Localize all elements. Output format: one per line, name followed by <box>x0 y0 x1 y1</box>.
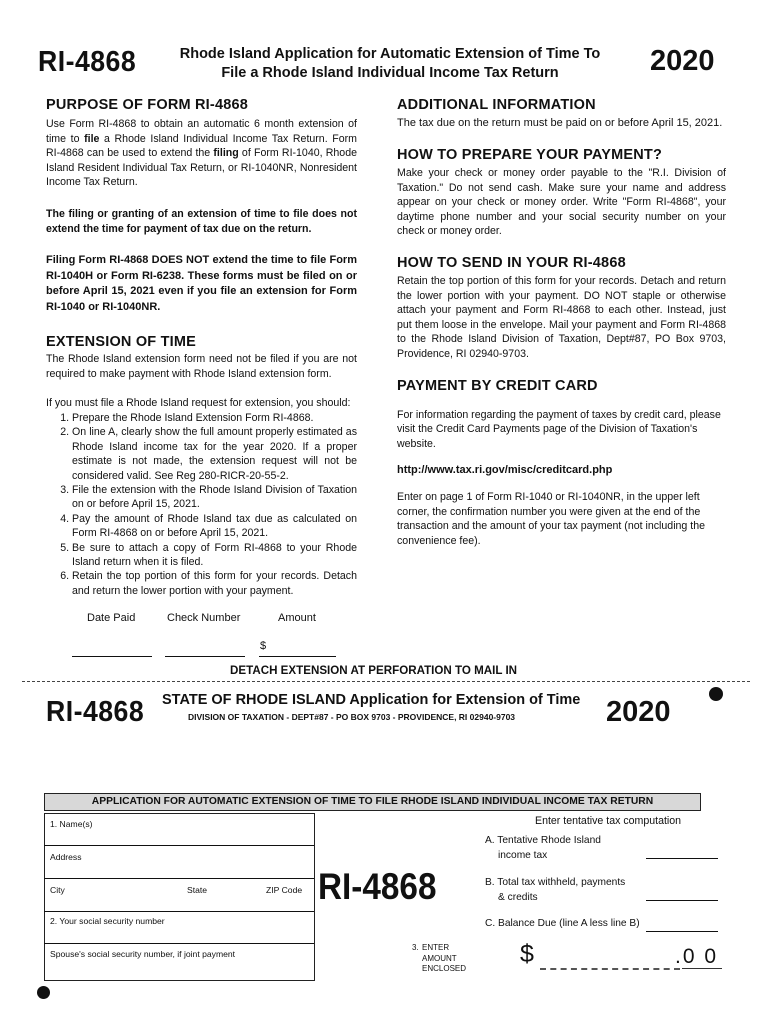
extension-heading: EXTENSION OF TIME <box>46 334 197 351</box>
check-number-label: Check Number <box>167 612 241 624</box>
purpose-heading: PURPOSE OF FORM RI-4868 <box>46 97 248 113</box>
check-number-line[interactable] <box>165 656 245 657</box>
line-3-number: 3. <box>412 943 419 952</box>
amount-enclosed-line[interactable] <box>540 968 680 970</box>
amount-label: Amount <box>278 612 316 624</box>
form-number: RI-4868 <box>38 46 137 78</box>
voucher-big-form-number: RI-4868 <box>318 866 437 907</box>
prepare-paragraph: Make your check or money order payable to the "R.I. Division of Taxation." Do not send cash. Make sure your name and address appear on your check or money order. Write "Form RI-4868", your daytime phone number and your social security number on your check or money order. <box>397 167 726 238</box>
credit-paragraph-1: For information regarding the payment of taxes by credit card, please visit the Credit Card Payments page of the Division of Taxation's website. <box>397 408 721 450</box>
purpose-paragraph-3: Filing Form RI-4868 DOES NOT extend the time to file Form RI-1040H or Form RI-6238. These forms must be filed on or before April 15, 2021 even if you file an extension for Form RI-1040 or RI-1040NR. <box>46 254 357 313</box>
detach-instruction: DETACH EXTENSION AT PERFORATION TO MAIL IN <box>230 664 518 677</box>
registration-dot-top <box>709 687 723 701</box>
send-paragraph: Retain the top portion of this form for your records. Detach and return the lower portion with your payment. DO NOT staple or otherwise attach your payment and Form RI-4868 to each other. Instead, just put them loose in the envelope. Mail your payment and Form RI-4868 to the Rhode Island Division of Taxation, Dept#87, PO Box 9703, Providence, RI 02940-9703. <box>397 274 726 360</box>
extension-step: 1. Prepare the Rhode Island Extension Form RI-4868. <box>72 411 357 425</box>
line-c-label: C. Balance Due (line A less line B) <box>485 918 640 929</box>
name-divider <box>44 845 314 846</box>
date-paid-label: Date Paid <box>87 612 136 624</box>
credit-card-url[interactable]: http://www.tax.ri.gov/misc/creditcard.php <box>397 464 613 477</box>
line-a-label: A. Tentative Rhode Island income tax <box>485 835 601 861</box>
extension-step: 2. On line A, clearly show the full amount properly estimated as Rhode Island income tax for the year 2020. If a proper estimate is not made, the extension request will not be considered valid. See Reg 280-RICR-20-55-2. <box>72 425 357 483</box>
extension-paragraph-2: If you must file a Rhode Island request for extension, you should: <box>46 397 351 410</box>
perforation-line <box>22 681 750 682</box>
send-heading: HOW TO SEND IN YOUR RI-4868 <box>397 254 626 271</box>
additional-heading: ADDITIONAL INFORMATION <box>397 97 596 113</box>
cents-underline <box>682 968 722 969</box>
extension-step: 3. File the extension with the Rhode Island Division of Taxation on or before April 15, 2021. <box>72 483 357 512</box>
right-column <box>397 97 726 548</box>
extension-step: 4. Pay the amount of Rhode Island tax due as calculated on Form RI-4868 on or before April 15, 2021. <box>72 512 357 541</box>
line-b-label: B. Total tax withheld, payments & credits <box>485 877 626 903</box>
address-divider <box>44 878 314 879</box>
enter-amount-label: ENTER AMOUNT ENCLOSED <box>422 943 467 973</box>
form-title-line2: File a Rhode Island Individual Income Tax Return <box>221 65 559 81</box>
extension-paragraph-1: The Rhode Island extension form need not be filed if you are not required to make payment with Rhode Island extension form. <box>46 353 357 380</box>
city-field[interactable]: City <box>50 885 65 895</box>
line-a-input[interactable] <box>646 858 718 859</box>
record-dollar-sign: $ <box>260 640 267 652</box>
purpose-paragraph-1: Use Form RI-4868 to obtain an automatic 6 month extension of time to file a Rhode Island Individual Income Tax Return. Form RI-4868 can be used to extend the filing of Form RI-1040, Rhode Island Resident Individual Tax Return, or RI-1040NR, Nonresident Income Tax Return. <box>46 118 357 189</box>
form-year: 2020 <box>650 45 715 77</box>
left-column <box>46 97 357 598</box>
voucher-title: STATE OF RHODE ISLAND Application for Extension of Time <box>162 692 581 708</box>
form-title-line1: Rhode Island Application for Automatic Extension of Time To <box>179 46 601 62</box>
line-c-input[interactable] <box>646 931 718 932</box>
registration-dot-bottom <box>37 986 50 999</box>
credit-paragraph-2: Enter on page 1 of Form RI-1040 or RI-1040NR, in the upper left corner, the confirmation number you were given at the end of the transaction and the amount of your tax payment (not including the convenience fee). <box>397 490 705 547</box>
form-title <box>160 45 620 83</box>
name-field[interactable]: 1. Name(s) <box>50 819 93 829</box>
ssn-field[interactable]: 2. Your social security number <box>50 916 165 926</box>
amount-cents: .0 0 <box>675 945 719 968</box>
spouse-ssn-field[interactable]: Spouse's social security number, if joint payment <box>50 949 236 959</box>
zip-field[interactable]: ZIP Code <box>266 885 303 895</box>
amount-line[interactable] <box>259 656 336 657</box>
voucher-year: 2020 <box>606 696 671 728</box>
additional-paragraph: The tax due on the return must be paid on or before April 15, 2021. <box>397 117 723 129</box>
purpose-paragraph-2: The filing or granting of an extension of time to file does not extend the time for payment of tax due on the return. <box>46 207 357 235</box>
ssn-divider <box>44 943 314 944</box>
line-b-input[interactable] <box>646 900 718 901</box>
credit-heading: PAYMENT BY CREDIT CARD <box>397 377 598 394</box>
extension-step: 5. Be sure to attach a copy of Form RI-4868 to your Rhode Island return when it is filed. <box>72 541 357 570</box>
voucher-banner: APPLICATION FOR AUTOMATIC EXTENSION OF TIME TO FILE RHODE ISLAND INDIVIDUAL INCOME TAX RETURN <box>44 793 701 811</box>
voucher-subtitle: DIVISION OF TAXATION - DEPT#87 - PO BOX 9703 - PROVIDENCE, RI 02940-9703 <box>188 712 516 722</box>
city-divider <box>44 911 314 912</box>
computation-heading: Enter tentative tax computation <box>535 815 682 827</box>
prepare-heading: HOW TO PREPARE YOUR PAYMENT? <box>397 147 663 163</box>
amount-dollar-sign: $ <box>520 940 534 968</box>
extension-step: 6. Retain the top portion of this form for your records. Detach and return the lower portion with your payment. <box>72 569 357 598</box>
address-field[interactable]: Address <box>50 852 82 862</box>
date-paid-line[interactable] <box>72 656 152 657</box>
extension-steps <box>46 411 357 598</box>
state-field[interactable]: State <box>187 885 208 895</box>
voucher-form-number: RI-4868 <box>46 696 145 728</box>
